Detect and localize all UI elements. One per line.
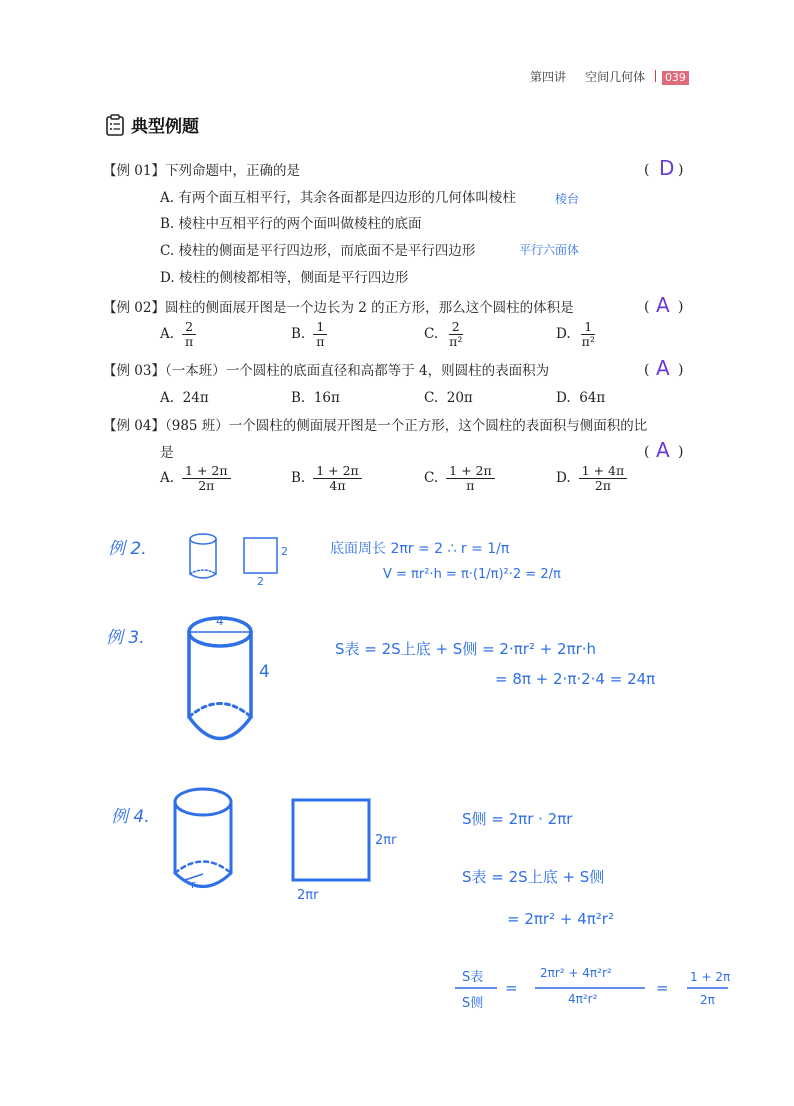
- option-letter: D.: [556, 470, 571, 486]
- denominator: 4π: [329, 478, 346, 493]
- option-text: 24π: [182, 390, 209, 406]
- option-text: 64π: [579, 390, 606, 406]
- ex2-cylinder: [190, 534, 216, 578]
- ex4-eq1: =: [505, 979, 518, 997]
- question-label: 【例 04】: [103, 418, 165, 434]
- ex4-label: 例 4.: [111, 807, 150, 827]
- answer-paren-close-2: ): [678, 299, 684, 315]
- note-c: 平行六面体: [519, 243, 580, 257]
- question-text: 圆柱的侧面展开图是一个边长为 2 的正方形，那么这个圆柱的体积是: [164, 300, 574, 316]
- answer-3: A: [656, 356, 670, 380]
- ex3-top: 4: [216, 614, 224, 628]
- option-letter: D.: [160, 270, 175, 286]
- ex4-bottom: 2πr: [297, 888, 319, 903]
- option-letter: B.: [291, 390, 306, 406]
- page-number: 039: [662, 71, 689, 85]
- answer-paren-close-3: ): [678, 362, 684, 378]
- denominator: π²: [581, 334, 595, 349]
- numerator: 1: [581, 320, 595, 335]
- chapter-label: 第四讲: [530, 70, 567, 84]
- ex4-frac2-den: 4π²r²: [568, 992, 598, 1006]
- option-letter: B.: [291, 326, 306, 342]
- ex2-bottom: 2: [257, 575, 264, 588]
- numerator: 1: [313, 320, 327, 335]
- option-letter: C.: [424, 470, 439, 486]
- option-letter: A.: [160, 470, 175, 486]
- ex2-label: 例 2.: [108, 539, 147, 559]
- denominator: π: [466, 478, 475, 493]
- numerator: 2: [449, 320, 463, 335]
- chapter-title: 空间几何体: [585, 70, 646, 84]
- option-text: 16π: [313, 390, 340, 406]
- option-text: 棱柱的侧面是平行四边形，而底面不是平行四边形: [178, 243, 476, 259]
- answer-paren-4: (: [644, 444, 650, 460]
- ex2-side: 2: [281, 545, 288, 558]
- ex4-frac1-num: S表: [462, 970, 484, 985]
- question-text: 下列命题中，正确的是: [164, 163, 300, 179]
- question-text: （一本班）一个圆柱的底面直径和高都等于 4，则圆柱的表面积为: [164, 363, 550, 379]
- ex4-line3: = 2πr² + 4π²r²: [507, 910, 614, 928]
- ex4-r: r: [191, 878, 196, 891]
- answer-paren-close-1: ): [678, 162, 684, 178]
- ex4-square: [293, 800, 369, 880]
- question-label: 【例 01】: [103, 163, 165, 179]
- denominator: 2π: [198, 478, 215, 493]
- ex2-square: [244, 538, 277, 573]
- option-letter: C.: [424, 326, 439, 342]
- ex4-eq2: =: [656, 979, 669, 997]
- option-letter: B.: [160, 216, 175, 232]
- ex3-side: 4: [259, 662, 270, 682]
- option-letter: C.: [160, 243, 175, 259]
- numerator: 1 + 4π: [579, 464, 628, 479]
- answer-4: A: [656, 438, 670, 462]
- ex2-line1: 底面周长 2πr = 2 ∴ r = 1/π: [330, 541, 510, 557]
- option-text: 20π: [446, 390, 473, 406]
- ex4-frac3-den: 2π: [700, 993, 715, 1007]
- answer-paren-1: (: [644, 162, 650, 178]
- ex4-frac3-num: 1 + 2π: [690, 970, 731, 984]
- question-4-cont: 是: [160, 445, 174, 461]
- option-text: 棱柱的侧棱都相等，侧面是平行四边形: [178, 270, 409, 286]
- denominator: 2π: [594, 478, 611, 493]
- numerator: 2: [182, 320, 196, 335]
- option-letter: C.: [424, 390, 439, 406]
- ex4-frac2-num: 2πr² + 4π²r²: [540, 966, 612, 980]
- ex2-line2: V = πr²·h = π·(1/π)²·2 = 2/π: [383, 567, 561, 582]
- option-letter: B.: [291, 470, 306, 486]
- numerator: 1 + 2π: [446, 464, 495, 479]
- ex4-side: 2πr: [375, 833, 397, 848]
- option-text: 有两个面互相平行，其余各面都是四边形的几何体叫棱柱: [178, 190, 516, 206]
- answer-paren-close-4: ): [678, 444, 684, 460]
- denominator: π: [316, 334, 325, 349]
- option-letter: D.: [556, 326, 571, 342]
- option-letter: A.: [160, 326, 175, 342]
- option-letter: A.: [160, 390, 175, 406]
- answer-2: A: [656, 293, 670, 317]
- ex3-label: 例 3.: [106, 628, 145, 648]
- answer-paren-2: (: [644, 299, 650, 315]
- option-text: 棱柱中互相平行的两个面叫做棱柱的底面: [178, 216, 422, 232]
- ex3-line1: S表 = 2S上底 + S侧 = 2·πr² + 2πr·h: [335, 640, 597, 658]
- numerator: 1 + 2π: [313, 464, 362, 479]
- question-label: 【例 03】: [103, 363, 165, 379]
- ex4-line1: S侧 = 2πr · 2πr: [462, 810, 573, 828]
- denominator: π²: [449, 334, 463, 349]
- answer-paren-3: (: [644, 362, 650, 378]
- ex4-line2: S表 = 2S上底 + S侧: [462, 868, 605, 886]
- denominator: π: [185, 334, 194, 349]
- ex3-line2: = 8π + 2·π·2·4 = 24π: [495, 670, 656, 688]
- question-text: （985 班）一个圆柱的侧面展开图是一个正方形，这个圆柱的表面积与侧面积的比: [164, 418, 648, 434]
- option-letter: D.: [556, 390, 571, 406]
- note-a: 棱台: [555, 192, 580, 206]
- option-letter: A.: [160, 190, 175, 206]
- question-label: 【例 02】: [103, 300, 165, 316]
- ex4-frac1-den: S侧: [462, 996, 484, 1011]
- ex3-cylinder: [189, 618, 251, 739]
- numerator: 1 + 2π: [182, 464, 231, 479]
- section-title: 典型例题: [131, 117, 199, 137]
- ex4-cylinder: [175, 789, 231, 887]
- answer-1: D: [659, 156, 675, 180]
